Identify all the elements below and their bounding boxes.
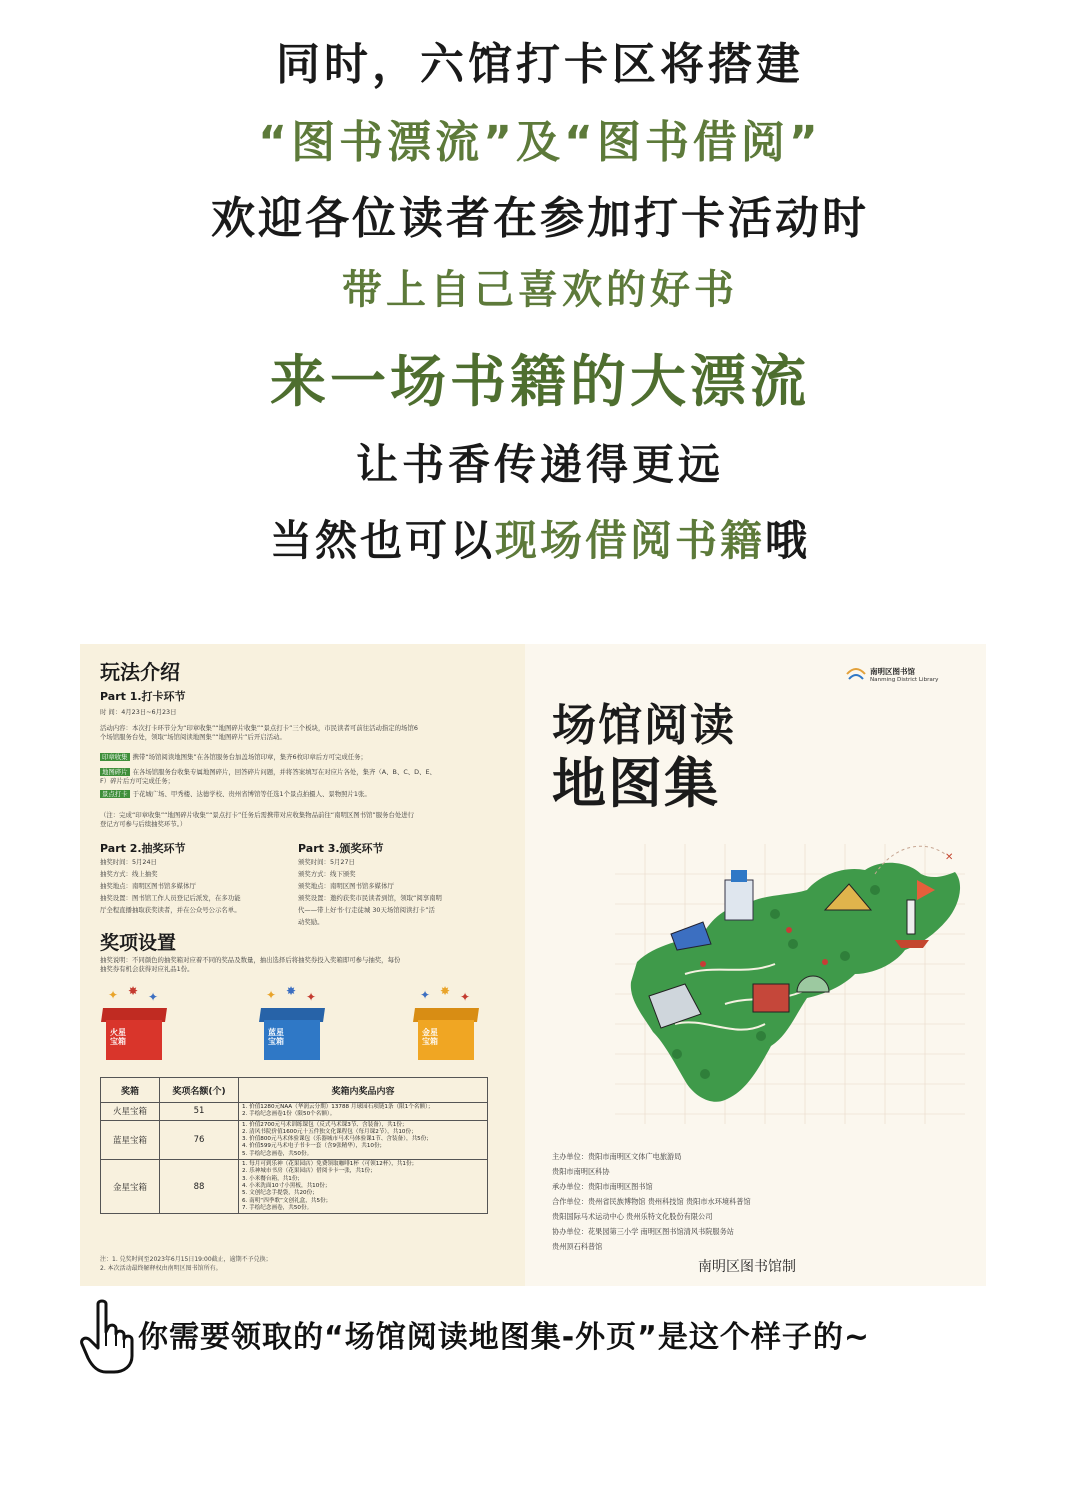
prize-box-name: 金星宝箱 bbox=[101, 1160, 160, 1214]
footnote: 注：1. 兑奖时间至2023年6月15日19:00截止，逾期不予兑换； bbox=[100, 1256, 272, 1263]
brochure-left-page bbox=[80, 644, 525, 1286]
gold-box-label: 金星宝箱 bbox=[422, 1028, 438, 1046]
prize-box-name: 火星宝箱 bbox=[101, 1103, 160, 1121]
headline-line-3: 欢迎各位读者在参加打卡活动时 bbox=[211, 193, 869, 244]
table-row bbox=[101, 1120, 488, 1159]
part1-line: 活动内容：本次打卡环节分为“印章收集”“地图碎片收集”“景点打卡”三个板块，市民读者可前往活动指定的场馆6 bbox=[100, 724, 418, 732]
task-stamp: 印章收集 携带“场馆阅读地图集”在各馆服务台加盖场馆印章，集齐6枚印章后方可完成任务； bbox=[102, 753, 367, 761]
part3-line: 颁奖地点：南明区图书馆多媒体厅 bbox=[298, 882, 394, 890]
part1-line: 个场馆服务台处，领取“场馆阅读地图集”“地图碎片”后开启活动。 bbox=[100, 733, 286, 741]
prize-items: 1. 价值2700元马术训练课包（反式马术课3节、含装备），共1份； 2. 清风书院价值1600元十五件独文化课程包（每月课2节），共10份； 3. 价值800元马术体验课包（乐器城市马术马体验课1节、含装备），共5份； 4. 价值599元马术电子书卡一套（含9张精华），共10份； 5. 手绘纪念画卷，共50份。 bbox=[239, 1120, 488, 1159]
table-row bbox=[101, 1160, 488, 1214]
table-header: 奖箱内奖品内容 bbox=[239, 1078, 488, 1103]
library-logo-icon bbox=[846, 666, 866, 682]
prize-desc: 抽奖券有机会获得对应礼品1份。 bbox=[100, 965, 194, 973]
part1-note: 登记方可参与后续抽奖环节。） bbox=[100, 820, 187, 828]
line7-prefix: 当然也可以 bbox=[269, 516, 495, 565]
organizer-line: 贵阳市南明区科协 bbox=[552, 1167, 610, 1176]
line7-suffix: 哦 bbox=[765, 516, 811, 565]
part2-line: 抽奖方式：线上抽奖 bbox=[100, 870, 158, 878]
headline-line-1: 同时，六馆打卡区将搭建 bbox=[276, 39, 804, 90]
bottom-caption: 你需要领取的“场馆阅读地图集-外页”是这个样子的~ bbox=[138, 1320, 871, 1355]
blue-box-label: 蓝星宝箱 bbox=[268, 1028, 284, 1046]
footnote: 2. 本次活动最终解释权由南明区图书馆所有。 bbox=[100, 1265, 222, 1272]
part1-title: Part 1.打卡环节 bbox=[100, 690, 186, 703]
task-checkin: 景点打卡 于花城广场、甲秀楼、达德学校、贵州省博馆等任选1个景点拍摄人、景物照片1张。 bbox=[102, 790, 371, 798]
task-map-pieces: 地图碎片 在各场馆服务台收集专属地图碎片，回答碎片问题，并将答案填写在对应片各处，集齐（A、B、C、D、E、 bbox=[102, 768, 436, 776]
part2-line: 抽奖设置：图书馆工作人员登记后派发，在多功能 bbox=[100, 894, 241, 902]
headline-line-5: 来一场书籍的大漂流 bbox=[270, 350, 810, 415]
part2-line: 抽奖时间：5月24日 bbox=[100, 858, 157, 866]
part3-line: 颁奖方式：线下颁奖 bbox=[298, 870, 356, 878]
prize-count: 88 bbox=[160, 1160, 239, 1214]
brochure-image bbox=[80, 644, 986, 1286]
part2-title: Part 2.抽奖环节 bbox=[100, 842, 186, 855]
prize-count: 51 bbox=[160, 1103, 239, 1121]
gold-prize-box: ✦ ✸ ✦ 金星宝箱 bbox=[410, 994, 482, 1064]
logo-cn: 南明区图书馆 bbox=[870, 667, 915, 676]
organizer-line: 合作单位：贵州省民族博物馆 贵州科技馆 贵阳市水环境科普馆 bbox=[552, 1197, 751, 1206]
prize-items: 1. 每月可到乐神（花果园店）免费领取咖啡1杯（可领12杯），共1份； 2. 乐神城市书房（花果园店）借阅卡卡一张，共1份； 3. 小米餐台箱，共1份； 4. 小米洗面10寸小黑板，共10份； 5. 文创纪念手提袋，共20份； 6. 南明“四季歌”文创礼盒，共5份； 7. 手绘纪念画卷，共50份。 bbox=[239, 1160, 488, 1214]
organizer-line: 主办单位：贵阳市南明区文体广电旅游局 bbox=[552, 1152, 682, 1161]
line7-highlight: 现场借阅书籍 bbox=[494, 516, 765, 565]
blue-prize-box: ✦ ✸ ✦ 蓝星宝箱 bbox=[256, 994, 328, 1064]
part2-line: 抽奖地点：南明区图书馆多媒体厅 bbox=[100, 882, 196, 890]
part1-note: （注：完成“印章收集”“地图碎片收集”“景点打卡”任务后需携带对应收集物品前往“南明区图书馆”服务台处进行 bbox=[100, 811, 415, 819]
headline-line-2: “图书漂流”及“图书借阅” bbox=[258, 117, 822, 168]
part3-title: Part 3.颁奖环节 bbox=[298, 842, 384, 855]
prize-title: 奖项设置 bbox=[100, 932, 177, 954]
organizer-line: 贵阳国际马术运动中心 贵州乐特文化股份有限公司 bbox=[552, 1212, 713, 1221]
logo-en: Nanming District Library bbox=[870, 677, 939, 683]
task-map-pieces-cont: F）碎片后方可完成任务； bbox=[100, 777, 174, 785]
organizer-line: 协办单位：花果园第三小学 南明区图书馆清风书院服务站 bbox=[552, 1227, 734, 1236]
organizer-line: 承办单位：贵阳市南明区图书馆 bbox=[552, 1182, 653, 1191]
part3-line: 动奖励。 bbox=[298, 918, 324, 926]
part3-line: 代——带上好书·行走徒城 30天场馆阅读打卡”活 bbox=[298, 906, 435, 914]
prize-count: 76 bbox=[160, 1120, 239, 1159]
rules-title: 玩法介绍 bbox=[100, 660, 180, 684]
table-header: 奖箱 bbox=[101, 1078, 160, 1103]
atlas-title bbox=[552, 700, 736, 816]
prize-box-name: 蓝星宝箱 bbox=[101, 1120, 160, 1159]
organizer-line: 贵州顶石科普馆 bbox=[552, 1242, 603, 1251]
prize-desc: 抽奖说明：不同颜色的抽奖箱对应着不同的奖品及数量，抽出选择后将抽奖券投入奖箱即可参与抽奖，每份 bbox=[100, 956, 401, 964]
part1-line: 时 间：4月23日~6月23日 bbox=[100, 708, 177, 716]
headline-line-4: 带上自己喜欢的好书 bbox=[342, 267, 738, 313]
library-logo bbox=[870, 666, 938, 683]
atlas-title-line-1: 场馆阅读 bbox=[552, 700, 736, 751]
headline-line-7 bbox=[0, 508, 1080, 568]
part3-line: 颁奖设置：邀约获奖市民读者到馆，领取“阅享南明 bbox=[298, 894, 442, 902]
pointing-hand-icon bbox=[78, 1298, 138, 1374]
part2-line: 厅全程直播抽取获奖读者，并在公众号公示名单。 bbox=[100, 906, 241, 914]
table-header: 奖项名额(个) bbox=[160, 1078, 239, 1103]
made-by: 南明区图书馆制 bbox=[698, 1259, 796, 1275]
headline-line-6: 让书香传递得更远 bbox=[355, 440, 724, 489]
red-box-label: 火星宝箱 bbox=[110, 1028, 126, 1046]
atlas-title-line-2: 地图集 bbox=[552, 752, 720, 815]
part3-line: 颁奖时间：5月27日 bbox=[298, 858, 355, 866]
svg-text:✕: ✕ bbox=[945, 852, 954, 863]
prize-items: 1. 价值1280元NAA（华润云分期）13788 月球园石项链1条（限1个名额）； 2. 手绘纪念画卷1份（限50个名额）。 bbox=[239, 1103, 488, 1121]
red-prize-box: ✦ ✸ ✦ 火星宝箱 bbox=[98, 994, 170, 1064]
table-row bbox=[101, 1103, 488, 1121]
prize-table bbox=[100, 1077, 488, 1214]
